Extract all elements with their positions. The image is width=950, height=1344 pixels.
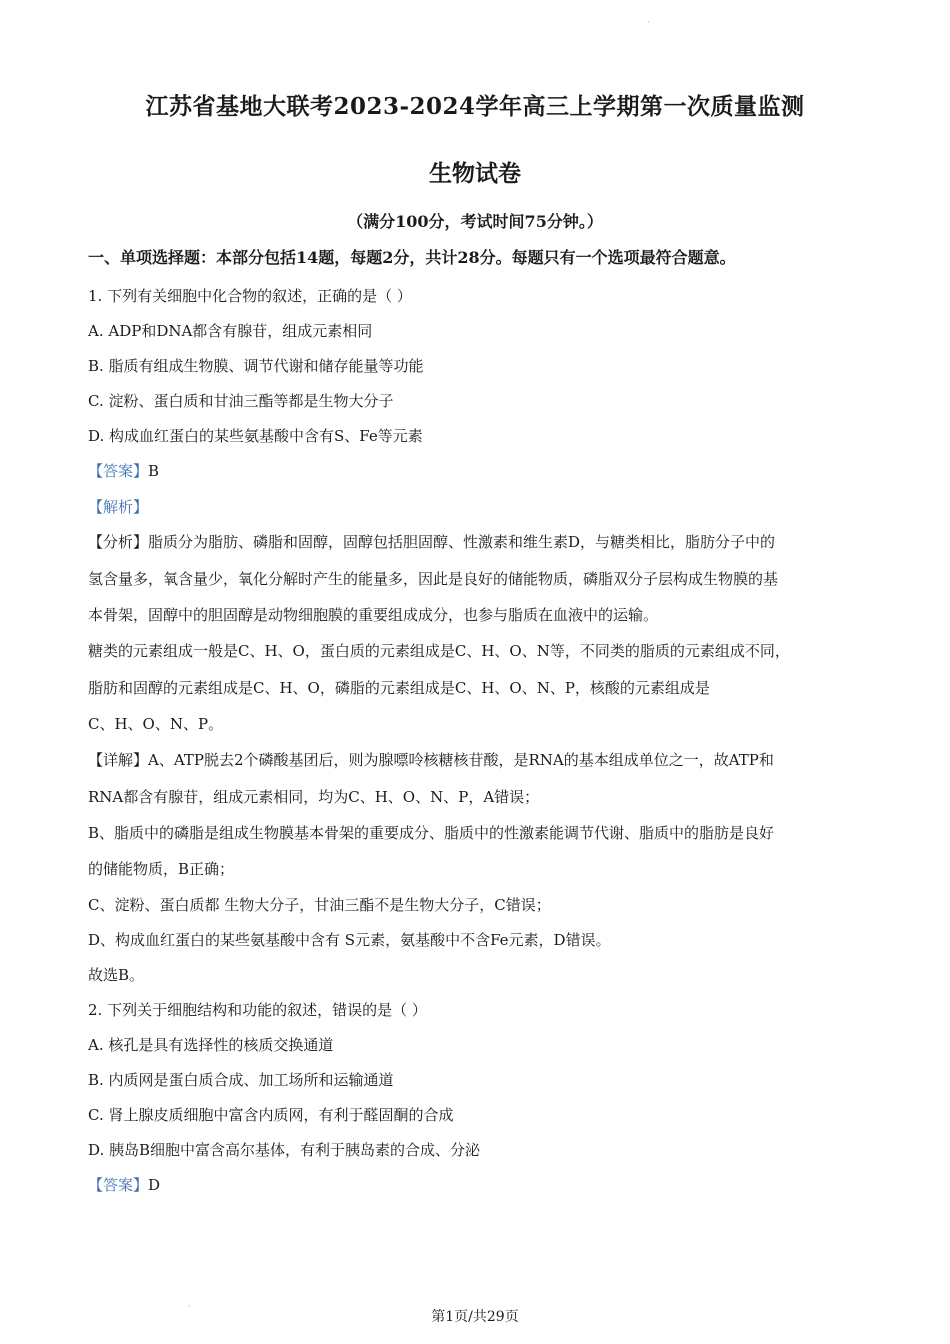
scan-dot: ·: [647, 18, 650, 27]
page-number: 第1页/共29页: [431, 1309, 519, 1325]
q1-stem: 1. 下列有关细胞中化合物的叙述，正确的是（ ）: [88, 287, 412, 305]
answer-tag: 【答案】: [88, 462, 149, 480]
q1-detail-line: RNA都含有腺苷，组成元素相同，均为C、H、O、N、P，A错误；: [88, 788, 540, 806]
q1-fenxi-line: 糖类的元素组成一般是C、H、O，蛋白质的元素组成是C、H、O、N等，不同类的脂质的元素组成不同，: [88, 642, 790, 660]
q1-fenxi-line: 脂肪和固醇的元素组成是C、H、O，磷脂的元素组成是C、H、O、N、P，核酸的元素组成是: [88, 679, 710, 697]
detail-tag: 【详解】: [88, 751, 149, 769]
q1-analysis-tag: 【解析】: [88, 498, 149, 516]
q1-option-a: A. ADP和DNA都含有腺苷，组成元素相同: [88, 322, 373, 340]
q2-answer: [88, 1174, 160, 1195]
fenxi-tag: 【分析】: [88, 533, 149, 551]
q2-stem: 2. 下列关于细胞结构和功能的叙述，错误的是（ ）: [88, 1001, 427, 1019]
q2-option-d: D. 胰岛B细胞中富含高尔基体，有利于胰岛素的合成、分泌: [88, 1141, 481, 1159]
q2-option-b: B. 内质网是蛋白质合成、加工场所和运输通道: [88, 1071, 394, 1089]
q1-option-c: C. 淀粉、蛋白质和甘油三酯等都是生物大分子: [88, 392, 394, 410]
answer-value: D: [148, 1176, 161, 1194]
subject-title: 生物试卷: [429, 160, 521, 187]
q1-detail-line: D、构成血红蛋白的某些氨基酸中含有 S元素，氨基酸中不含Fe元素，D错误。: [88, 931, 611, 949]
scan-dot: ·: [188, 1302, 191, 1311]
exam-title: 江苏省基地大联考2023-2024学年高三上学期第一次质量监测: [145, 93, 805, 120]
q2-option-c: C. 肾上腺皮质细胞中富含内质网，有利于醛固酮的合成: [88, 1106, 454, 1124]
q1-answer: [88, 460, 159, 481]
q1-fenxi-line: 氢含量多，氧含量少，氧化分解时产生的能量多，因此是良好的储能物质，磷脂双分子层构成生物膜的基: [88, 570, 779, 588]
q1-fenxi-line: 【分析】脂质分为脂肪、磷脂和固醇，固醇包括胆固醇、性激素和维生素D，与糖类相比，脂肪分子中的: [88, 533, 776, 551]
q1-detail-line: B、脂质中的磷脂是组成生物膜基本骨架的重要成分、脂质中的性激素能调节代谢、脂质中的脂肪是良好: [88, 824, 775, 842]
exam-note: （满分100分，考试时间75分钟。）: [347, 212, 603, 231]
q1-detail-line: 的储能物质，B正确；: [88, 860, 235, 878]
q1-detail-line: C、淀粉、蛋白质都 生物大分子，甘油三酯不是生物大分子，C错误；: [88, 896, 551, 914]
q1-fenxi-line: C、H、O、N、P。: [88, 715, 224, 733]
answer-value: B: [148, 462, 160, 480]
q1-conclusion: 故选B。: [88, 966, 145, 984]
q1-fenxi-line: 本骨架，固醇中的胆固醇是动物细胞膜的重要组成成分，也参与脂质在血液中的运输。: [88, 606, 659, 624]
q2-option-a: A. 核孔是具有选择性的核质交换通道: [88, 1036, 334, 1054]
q1-option-d: D. 构成血红蛋白的某些氨基酸中含有S、Fe等元素: [88, 427, 423, 445]
section-heading: 一、单项选择题：本部分包括14题，每题2分，共计28分。每题只有一个选项最符合题意。: [88, 248, 736, 267]
answer-tag: 【答案】: [88, 1176, 149, 1194]
q1-detail-line: 【详解】A、ATP脱去2个磷酸基团后，则为腺嘌呤核糖核苷酸，是RNA的基本组成单位之一，故ATP和: [88, 751, 774, 769]
q1-option-b: B. 脂质有组成生物膜、调节代谢和储存能量等功能: [88, 357, 424, 375]
